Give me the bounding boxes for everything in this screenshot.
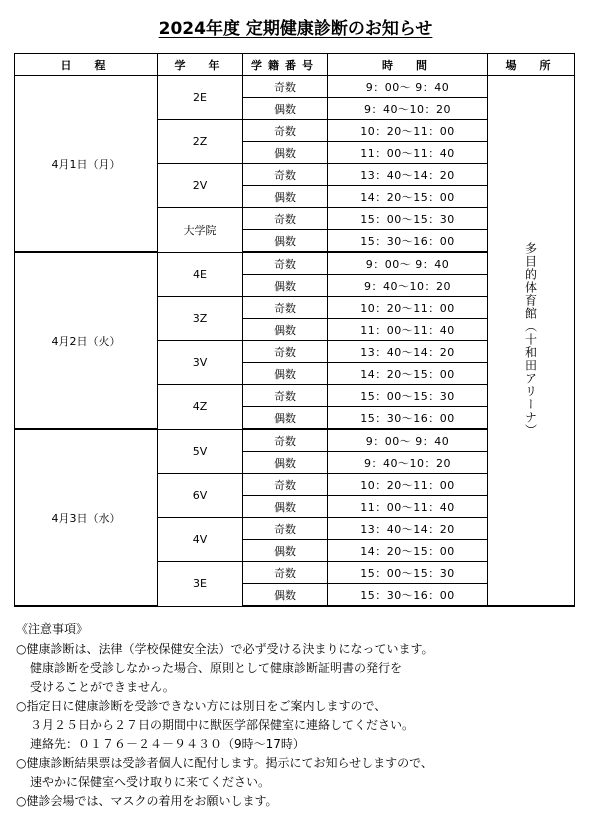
time-cell: 14：20～15：00 <box>328 540 488 562</box>
number-parity-cell: 奇数 <box>243 120 328 142</box>
time-cell: 15：00～15：30 <box>328 385 488 407</box>
time-cell: 9：00～ 9：40 <box>328 429 488 452</box>
note-line: 受けることができません。 <box>30 680 175 694</box>
note-line: 速やかに保健室へ受け取りに来てください。 <box>30 775 271 789</box>
number-parity-cell: 偶数 <box>243 496 328 518</box>
grade-cell: 2Z <box>158 120 243 164</box>
grade-cell: 3E <box>158 562 243 607</box>
grade-cell: 2E <box>158 76 243 120</box>
number-parity-cell: 奇数 <box>243 297 328 319</box>
table-row <box>15 76 575 98</box>
header-number: 学籍番号 <box>243 54 328 76</box>
header-date: 日 程 <box>15 54 158 76</box>
grade-cell: 4V <box>158 518 243 562</box>
time-cell: 10：20～11：00 <box>328 297 488 319</box>
time-cell: 15：00～15：30 <box>328 208 488 230</box>
date-cell: 4月1日（月） <box>15 76 158 253</box>
grade-cell: 5V <box>158 429 243 474</box>
notes-heading: 《注意事項》 <box>16 622 89 636</box>
time-cell: 9：40～10：20 <box>328 275 488 297</box>
number-parity-cell: 奇数 <box>243 252 328 275</box>
time-cell: 10：20～11：00 <box>328 120 488 142</box>
grade-cell: 4E <box>158 252 243 297</box>
number-parity-cell: 偶数 <box>243 142 328 164</box>
grade-cell: 4Z <box>158 385 243 430</box>
note-line: 健康診断を受診しなかった場合、原則として健康診断証明書の発行を <box>30 661 403 675</box>
number-parity-cell: 偶数 <box>243 363 328 385</box>
time-cell: 9：40～10：20 <box>328 98 488 120</box>
number-parity-cell: 偶数 <box>243 407 328 430</box>
number-parity-cell: 偶数 <box>243 186 328 208</box>
time-cell: 11：00～11：40 <box>328 496 488 518</box>
time-cell: 15：30～16：00 <box>328 584 488 607</box>
notes-section <box>16 620 581 811</box>
schedule-table <box>14 53 575 607</box>
time-cell: 15：30～16：00 <box>328 230 488 253</box>
venue-text: 多目的体育館（十和田アリーナ） <box>523 241 538 437</box>
number-parity-cell: 奇数 <box>243 164 328 186</box>
time-cell: 15：30～16：00 <box>328 407 488 430</box>
number-parity-cell: 奇数 <box>243 208 328 230</box>
time-cell: 9：40～10：20 <box>328 452 488 474</box>
grade-cell: 6V <box>158 474 243 518</box>
header-row <box>15 54 575 76</box>
time-cell: 14：20～15：00 <box>328 186 488 208</box>
time-cell: 13：40～14：20 <box>328 164 488 186</box>
time-cell: 11：00～11：40 <box>328 319 488 341</box>
grade-cell: 2V <box>158 164 243 208</box>
time-cell: 10：20～11：00 <box>328 474 488 496</box>
note-line: ○健康診断結果票は受診者個人に配付します。掲示にてお知らせしますので、 <box>16 756 433 770</box>
number-parity-cell: 奇数 <box>243 341 328 363</box>
number-parity-cell: 奇数 <box>243 429 328 452</box>
note-line: ３月２５日から２７日の期間中に獣医学部保健室に連絡してください。 <box>30 718 415 732</box>
grade-cell: 3Z <box>158 297 243 341</box>
note-line: 連絡先：０１７６－２４－９４３０（9時～17時） <box>30 737 305 751</box>
time-cell: 9：00～ 9：40 <box>328 76 488 98</box>
note-line: ○健診会場では、マスクの着用をお願いします。 <box>16 794 278 808</box>
number-parity-cell: 奇数 <box>243 474 328 496</box>
number-parity-cell: 奇数 <box>243 385 328 407</box>
note-line: ○指定日に健康診断を受診できない方には別日をご案内しますので、 <box>16 699 387 713</box>
date-cell: 4月3日（水） <box>15 429 158 606</box>
number-parity-cell: 奇数 <box>243 562 328 584</box>
number-parity-cell: 偶数 <box>243 584 328 607</box>
grade-cell: 3V <box>158 341 243 385</box>
grade-cell: 大学院 <box>158 208 243 253</box>
time-cell: 9：00～ 9：40 <box>328 252 488 275</box>
number-parity-cell: 偶数 <box>243 452 328 474</box>
time-cell: 11：00～11：40 <box>328 142 488 164</box>
number-parity-cell: 偶数 <box>243 540 328 562</box>
header-grade: 学 年 <box>158 54 243 76</box>
venue-cell <box>488 76 575 607</box>
time-cell: 13：40～14：20 <box>328 341 488 363</box>
header-time: 時 間 <box>328 54 488 76</box>
number-parity-cell: 偶数 <box>243 98 328 120</box>
number-parity-cell: 偶数 <box>243 230 328 253</box>
number-parity-cell: 奇数 <box>243 518 328 540</box>
number-parity-cell: 奇数 <box>243 76 328 98</box>
time-cell: 15：00～15：30 <box>328 562 488 584</box>
number-parity-cell: 偶数 <box>243 275 328 297</box>
time-cell: 13：40～14：20 <box>328 518 488 540</box>
note-line: ○健康診断は、法律（学校保健安全法）で必ず受ける決まりになっています。 <box>16 642 434 656</box>
number-parity-cell: 偶数 <box>243 319 328 341</box>
date-cell: 4月2日（火） <box>15 252 158 429</box>
time-cell: 14：20～15：00 <box>328 363 488 385</box>
header-venue: 場 所 <box>488 54 575 76</box>
page-title: 2024年度 定期健康診断のお知らせ <box>158 19 433 39</box>
